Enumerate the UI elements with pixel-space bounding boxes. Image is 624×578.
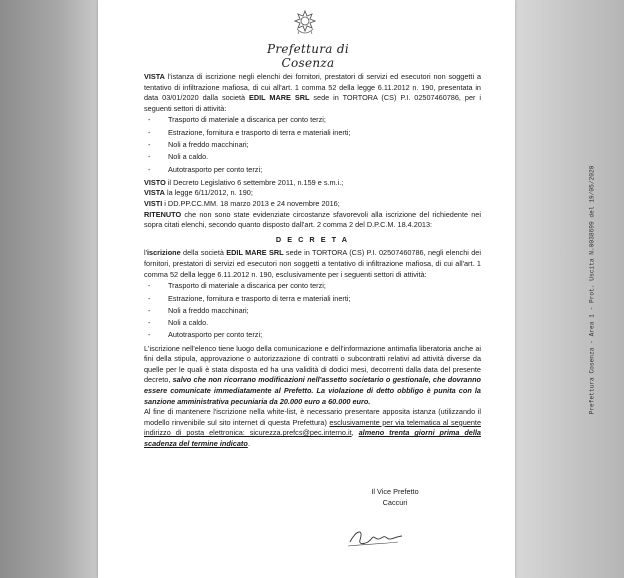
list-item: - Noli a freddo macchinari; xyxy=(144,306,481,318)
decreta-heading: D E C R E T A xyxy=(275,234,350,244)
decree-paragraph: l'iscrizione della società EDIL MARE SRL sede in TORTORA (CS) P.I. 02507460786, negli elenchi dei fornitori, prestatori di servizi ed esecutori non soggetti a tentativo di infiltrazione mafiosa, di cui all'art. 1 comma 52 della legge 6.11.2012 n. 190, esclusivamente per i seguenti settori di attività: xyxy=(144,248,481,279)
sector-list xyxy=(144,115,481,176)
background-shadow xyxy=(515,0,624,578)
office-title: Prefettura di Cosenza xyxy=(267,42,349,70)
vista-paragraph: VISTA l'istanza di iscrizione negli elenchi dei fornitori, prestatori di servizi ed esecutori non soggetti a tentativo di infiltrazione mafiosa, di cui all'art. 1 comma 52 della legge 6.11.2012 n. 190, presentata in data 03/01/2020 dalla società EDIL MARE SRL sede in TORTORA (CS) P.I. 02507460786, per i seguenti settori di attività: xyxy=(144,72,481,113)
list-item: - Noli a caldo. xyxy=(144,318,481,330)
vista-law-paragraph: VISTA la legge 6/11/2012, n. 190; xyxy=(144,188,253,198)
visti-paragraph: VISTI i DD.PP.CC.MM. 18 marzo 2013 e 24 novembre 2016; xyxy=(144,199,340,209)
renewal-paragraph: Al fine di mantenere l'iscrizione nella white-list, è necessario presentare apposita istanza (utilizzando il modello rinvenibile sul sito internet di questa Prefettura) esclusivamente per via telematica al seguente indirizzo di posta elettronica: sicurezza.prefcs@pec.interno.it, almeno trenta giorni prima della scadenza del termine indicato. xyxy=(144,407,481,449)
visto-paragraph: VISTO il Decreto Legislativo 6 settembre 2011, n.159 e s.m.i.; xyxy=(144,177,344,187)
protocol-stamp: Prefettura Cosenza - Area 1 - Prot. Uscita N.0038699 del 19/05/2020 xyxy=(588,165,596,415)
republic-emblem-icon xyxy=(294,10,316,36)
document-page xyxy=(98,0,596,578)
list-item: - Noli a freddo macchinari; xyxy=(144,140,481,152)
list-item: - Autotrasporto per conto terzi; xyxy=(144,330,481,342)
signature-block xyxy=(350,487,440,508)
list-item: - Trasporto di materiale a discarica per conto terzi; xyxy=(144,281,481,293)
document-body xyxy=(144,72,481,450)
sector-list-decree xyxy=(144,281,481,342)
list-item: - Trasporto di materiale a discarica per conto terzi; xyxy=(144,115,481,127)
ritenuto-paragraph: RITENUTO che non sono state evidenziate circostanze sfavorevoli alla iscrizione del richiedente nei sopra citati elenchi, secondo quanto disposto dall'art. 2 comma 2 del D.P.C.M. 18.4.2013: xyxy=(144,209,481,230)
handwritten-signature-icon xyxy=(346,520,406,550)
signatory-title: Il Vice Prefetto xyxy=(371,487,419,496)
list-item: - Noli a caldo. xyxy=(144,152,481,164)
validity-paragraph: L'iscrizione nell'elenco tiene luogo della comunicazione e dell'informazione antimafia liberatoria anche ai fini della stipula, approvazione o autorizzazione di contratti o subcontratti relativi ad attività diverse da quelle per le quali è stata disposta ed ha una validità di dodici mesi, decorrenti dalla data del presente decreto, salvo che non ricorrano modificazioni nell'assetto societario o gestionale, che dovranno essere comunicate immediatamente al Prefetto. La violazione di detto obbligo è punita con la sanzione amministrativa pecuniaria da 20.000 euro a 60.000 euro. xyxy=(144,343,481,406)
signatory-name: Caccuri xyxy=(382,497,408,507)
list-item: - Estrazione, fornitura e trasporto di terra e materiali inerti; xyxy=(144,128,481,140)
list-item: - Estrazione, fornitura e trasporto di terra e materiali inerti; xyxy=(144,294,481,306)
list-item: - Autotrasporto per conto terzi; xyxy=(144,165,481,177)
